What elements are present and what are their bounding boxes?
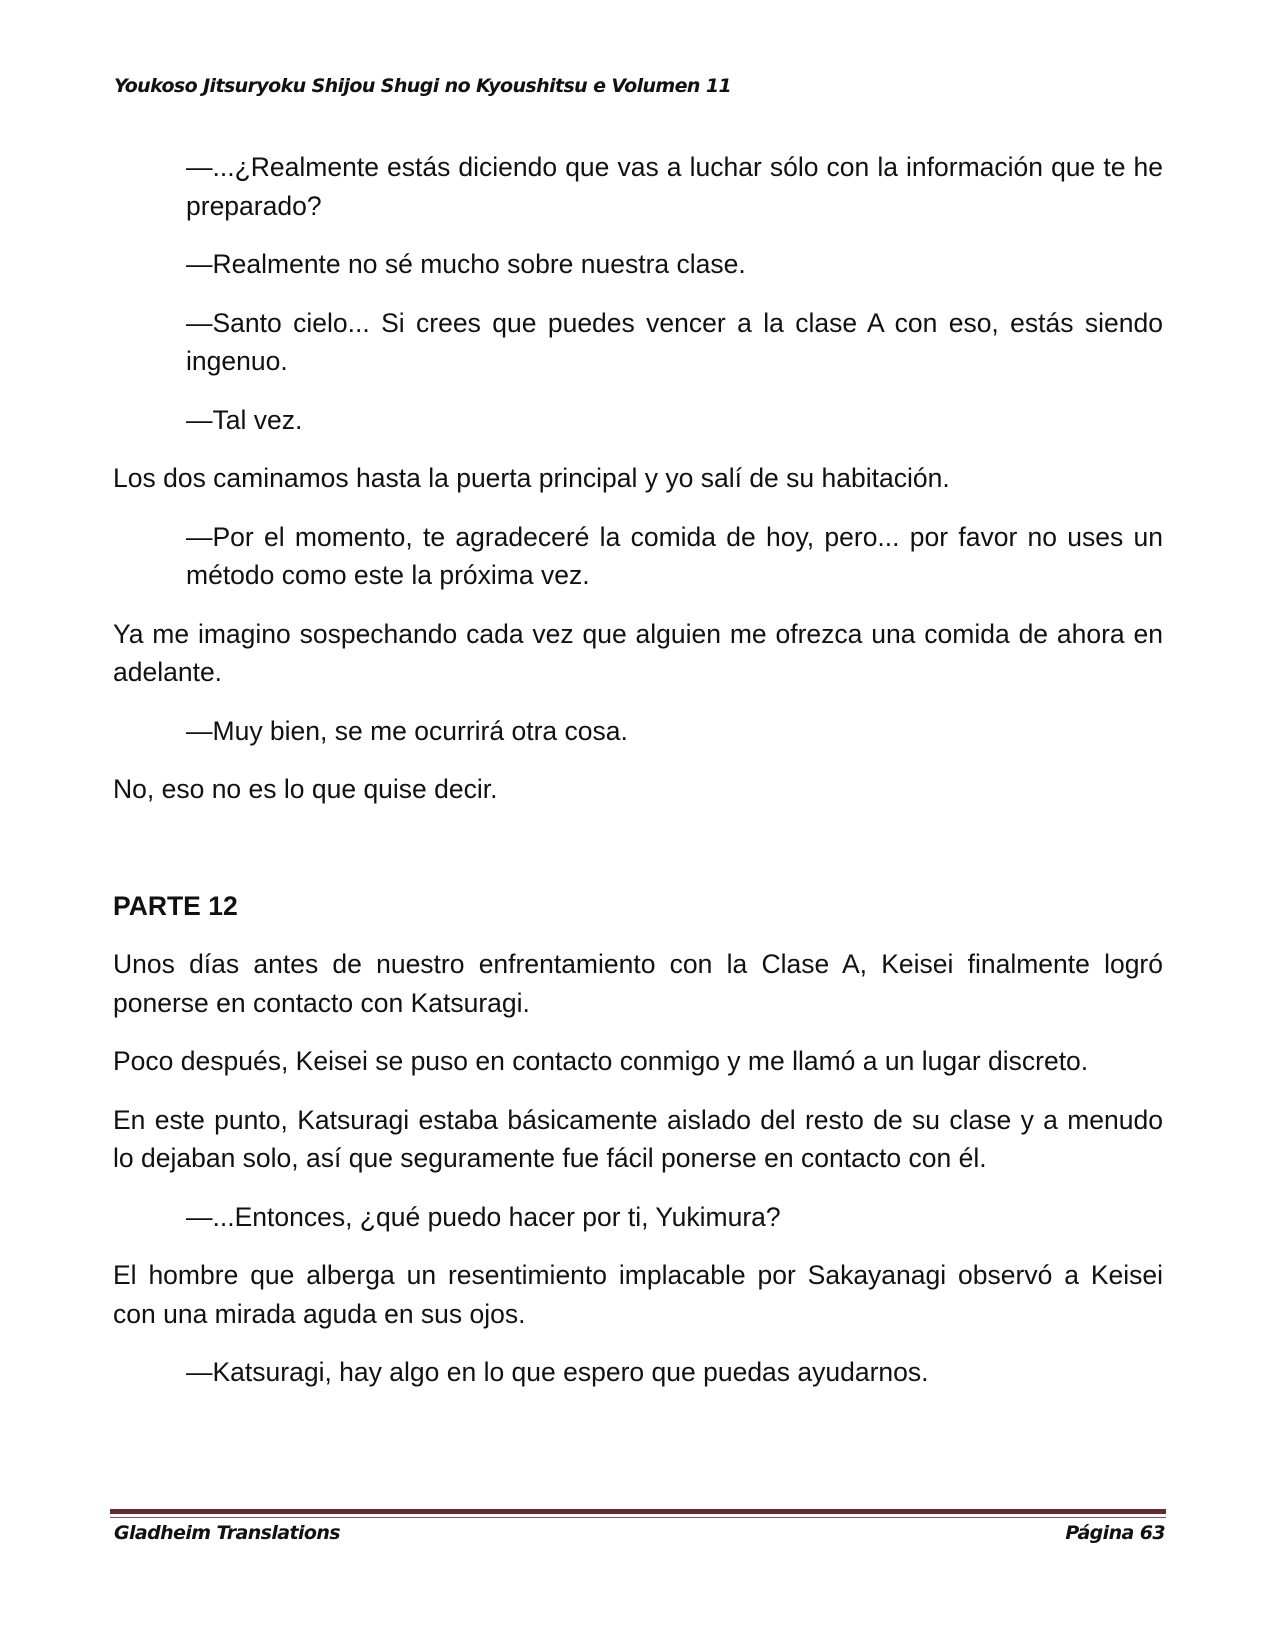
- dialogue-paragraph: —Tal vez.: [186, 404, 303, 435]
- footer-page-number: Página 63: [1065, 1522, 1165, 1544]
- footer-publisher: Gladheim Translations: [114, 1522, 340, 1544]
- dialogue-paragraph: —Realmente no sé mucho sobre nuestra clase.: [186, 249, 746, 279]
- narration-paragraph: Ya me imagino sospechando cada vez que alguien me ofrezca una comida de ahora en adelante.: [113, 618, 1163, 687]
- page-header-title: Youkoso Jitsuryoku Shijou Shugi no Kyoushitsu e Volumen 11: [114, 75, 732, 97]
- narration-paragraph: Unos días antes de nuestro enfrentamiento con la Clase A, Keisei finalmente logró ponerse en contacto con Katsuragi.: [113, 949, 1163, 1018]
- dialogue-paragraph: —Por el momento, te agradeceré la comida de hoy, pero... por favor no uses un método como este la próxima vez.: [186, 521, 1163, 590]
- footer-rule: [110, 1509, 1166, 1514]
- dialogue-paragraph: —...Entonces, ¿qué puedo hacer por ti, Yukimura?: [186, 1201, 781, 1232]
- narration-paragraph: El hombre que alberga un resentimiento implacable por Sakayanagi observó a Keisei con una mirada aguda en sus ojos.: [113, 1260, 1163, 1329]
- narration-paragraph: Poco después, Keisei se puso en contacto conmigo y me llamó a un lugar discreto.: [113, 1046, 1089, 1076]
- section-heading: PARTE 12: [113, 890, 238, 921]
- dialogue-paragraph: —Katsuragi, hay algo en lo que espero que puedas ayudarnos.: [186, 1357, 929, 1387]
- dialogue-paragraph: —Santo cielo... Si crees que puedes vencer a la clase A con eso, estás siendo ingenuo.: [186, 307, 1163, 376]
- dialogue-paragraph: —...¿Realmente estás diciendo que vas a luchar sólo con la información que te he preparado?: [186, 152, 1163, 221]
- narration-paragraph: En este punto, Katsuragi estaba básicamente aislado del resto de su clase y a menudo lo dejaban solo, así que seguramente fue fácil ponerse en contacto con él.: [113, 1104, 1163, 1173]
- narration-paragraph: Los dos caminamos hasta la puerta principal y yo salí de su habitación.: [113, 463, 950, 493]
- narration-paragraph: No, eso no es lo que quise decir.: [113, 774, 498, 804]
- dialogue-paragraph: —Muy bien, se me ocurrirá otra cosa.: [186, 715, 628, 746]
- footer-rule-thin: [110, 1517, 1166, 1518]
- document-body: [113, 148, 1163, 1412]
